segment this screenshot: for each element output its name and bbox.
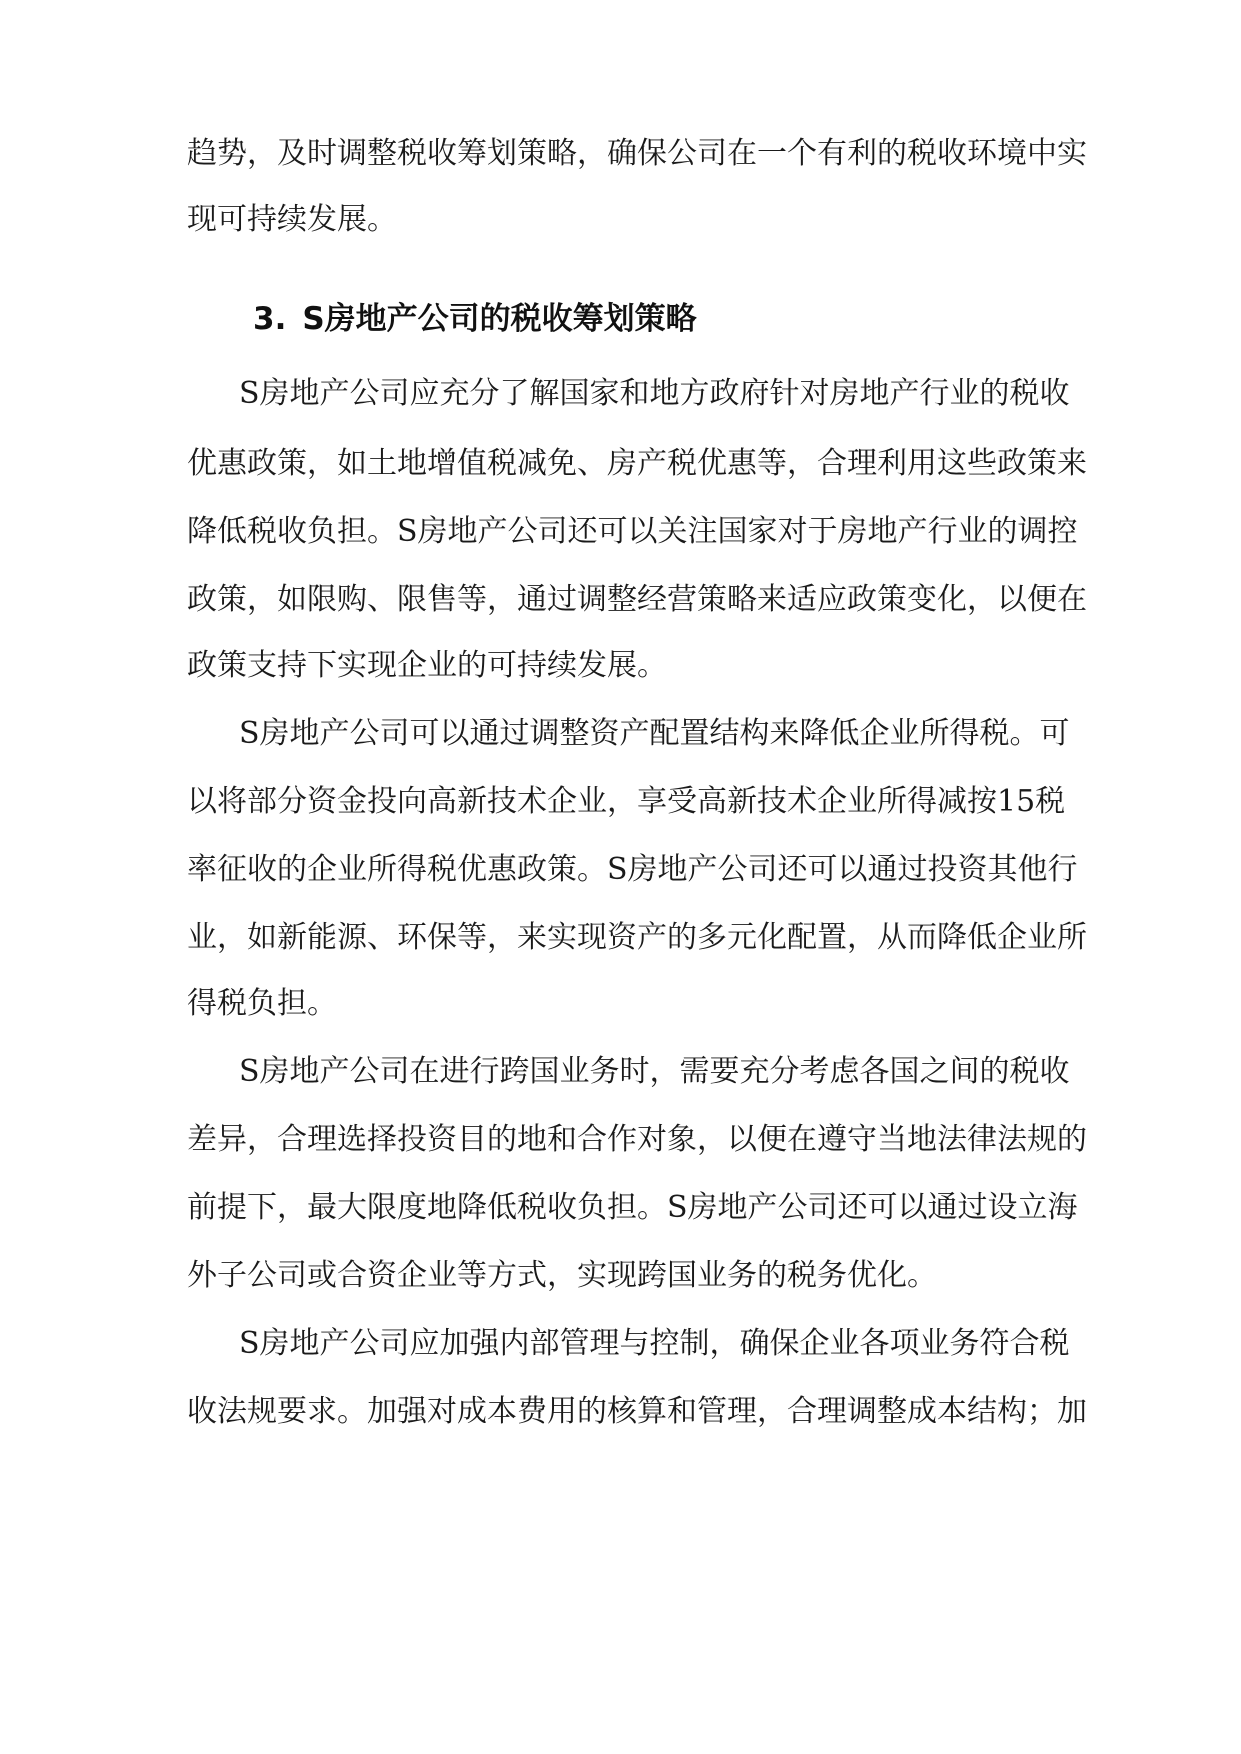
section-number: 3. <box>253 301 287 337</box>
continuation-line-2: 现可持续发展。 <box>187 202 397 237</box>
paragraph-1-line-1: S房地产公司应充分了解国家和地方政府针对房地产行业的税收 <box>239 376 1070 411</box>
paragraph-1-line-4: 政策，如限购、限售等，通过调整经营策略来适应政策变化，以便在 <box>187 582 1087 617</box>
paragraph-2-line-4: 业，如新能源、环保等，来实现资产的多元化配置，从而降低企业所 <box>187 920 1087 955</box>
paragraph-3-line-3: 前提下，最大限度地降低税收负担。S房地产公司还可以通过设立海 <box>187 1190 1078 1225</box>
section-heading <box>253 300 697 338</box>
paragraph-3-line-1: S房地产公司在进行跨国业务时，需要充分考虑各国之间的税收 <box>239 1054 1070 1089</box>
section-title: S房地产公司的税收筹划策略 <box>302 301 697 337</box>
continuation-line-1: 趋势，及时调整税收筹划策略，确保公司在一个有利的税收环境中实 <box>187 136 1087 171</box>
paragraph-2-line-1: S房地产公司可以通过调整资产配置结构来降低企业所得税。可 <box>239 716 1070 751</box>
paragraph-4-line-2: 收法规要求。加强对成本费用的核算和管理，合理调整成本结构；加 <box>187 1394 1087 1429</box>
paragraph-3-line-2: 差异，合理选择投资目的地和合作对象，以便在遵守当地法律法规的 <box>187 1122 1087 1157</box>
paragraph-1-line-2: 优惠政策，如土地增值税减免、房产税优惠等，合理利用这些政策来 <box>187 446 1087 481</box>
paragraph-3-line-4: 外子公司或合资企业等方式，实现跨国业务的税务优化。 <box>187 1258 937 1293</box>
paragraph-4-line-1: S房地产公司应加强内部管理与控制，确保企业各项业务符合税 <box>239 1326 1070 1361</box>
paragraph-1-line-3: 降低税收负担。S房地产公司还可以关注国家对于房地产行业的调控 <box>187 514 1078 549</box>
paragraph-1-line-5: 政策支持下实现企业的可持续发展。 <box>187 648 667 683</box>
paragraph-2-line-3: 率征收的企业所得税优惠政策。S房地产公司还可以通过投资其他行 <box>187 852 1078 887</box>
paragraph-2-line-2: 以将部分资金投向高新技术企业，享受高新技术企业所得减按15税 <box>187 784 1066 819</box>
paragraph-2-line-5: 得税负担。 <box>187 986 337 1021</box>
